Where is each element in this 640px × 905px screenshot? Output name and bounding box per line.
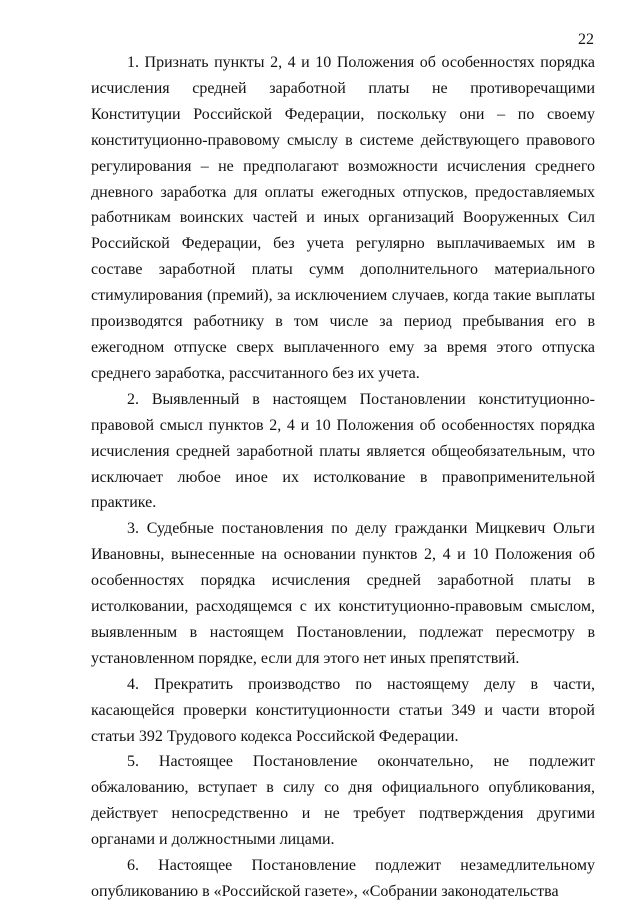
- page-number: 22: [578, 31, 594, 48]
- paragraph-5: 5. Настоящее Постановление окончательно, не подлежит обжалованию, вступает в силу со дня официального опубликования, действует непосредственно и не требует подтверждения другими органами и должностными лицами.: [91, 753, 595, 849]
- paragraph-6: 6. Настоящее Постановление подлежит незамедлительному опубликованию в «Российской газете», «Собрании законодательства: [91, 857, 595, 900]
- document-body: [91, 50, 595, 905]
- paragraph-1: 1. Признать пункты 2, 4 и 10 Положения об особенностях порядка исчисления средней заработной платы не противоречащими Конституции Российской Федерации, поскольку они – по своему конституционно-правовому смыслу в системе действующего правового регулирования – не предполагают возможности исчисления среднего дневного заработка для оплаты ежегодных отпусков, предоставляемых работникам воинских частей и иных организаций Вооруженных Сил Российской Федерации, без учета регулярно выплачиваемых им в составе заработной платы сумм дополнительного материального стимулирования (премий), за исключением случаев, когда такие выплаты производятся работнику в том числе за период пребывания его в ежегодном отпуске сверх выплаченного ему за время этого отпуска среднего заработка, рассчитанного без их учета.: [91, 54, 595, 382]
- paragraph-3: 3. Судебные постановления по делу гражданки Мицкевич Ольги Ивановны, вынесенные на основании пунктов 2, 4 и 10 Положения об особенностях порядка исчисления средней заработной платы в истолковании, расходящемся с их конституционно-правовым смыслом, выявленным в настоящем Постановлении, подлежат пересмотру в установленном порядке, если для этого нет иных препятствий.: [91, 520, 595, 667]
- paragraph-4: 4. Прекратить производство по настоящему делу в части, касающейся проверки конституционности статьи 349 и части второй статьи 392 Трудового кодекса Российской Федерации.: [91, 675, 595, 745]
- paragraph-2: 2. Выявленный в настоящем Постановлении конституционно-правовой смысл пунктов 2, 4 и 10 Положения об особенностях порядка исчисления средней заработной платы является общеобязательным, что исключает любое иное их истолкование в правоприменительной практике.: [91, 390, 595, 512]
